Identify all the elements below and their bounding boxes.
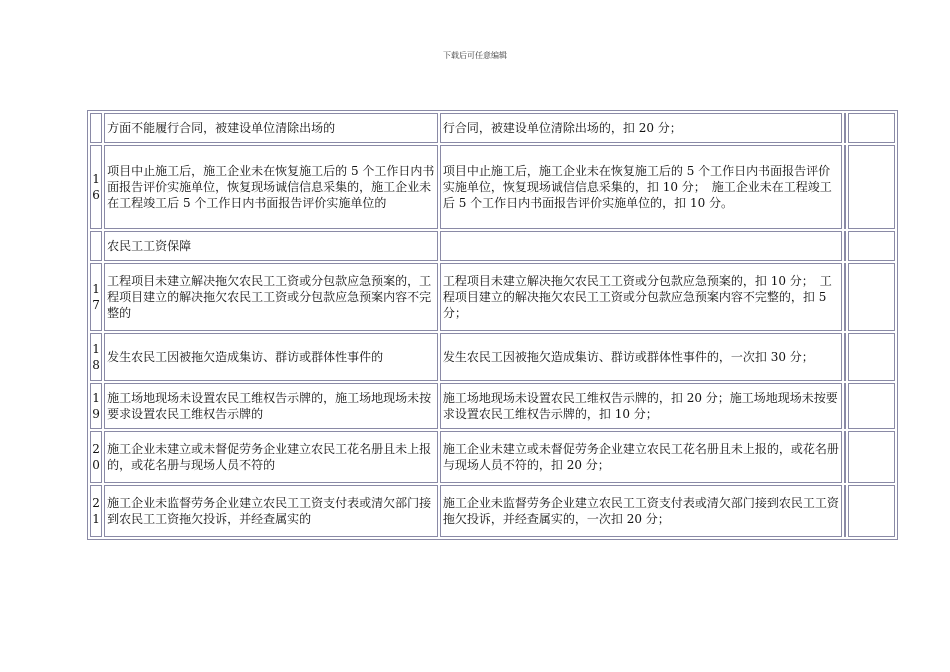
header-note: 下载后可任意编辑 bbox=[443, 51, 507, 60]
rule-cell: 施工企业未监督劳务企业建立农民工工资支付表或清欠部门接到农民工工资拖欠投诉，并经查属实的，一次扣 20 分； bbox=[440, 485, 843, 537]
row-number: 17 bbox=[90, 263, 102, 331]
item-cell: 施工场地现场未设置农民工维权告示牌的，施工场地现场未按要求设置农民工维权告示牌的 bbox=[104, 383, 438, 429]
row-number: 19 bbox=[90, 383, 102, 429]
rule-cell bbox=[440, 231, 843, 261]
scoring-table bbox=[87, 110, 898, 540]
row-number bbox=[90, 231, 102, 261]
row-number: 21 bbox=[90, 485, 102, 537]
row-number: 18 bbox=[90, 333, 102, 381]
spacer-cell bbox=[844, 231, 846, 261]
spacer-cell bbox=[844, 431, 846, 483]
score-cell bbox=[848, 113, 895, 143]
item-cell: 发生农民工因被拖欠造成集访、群访或群体性事件的 bbox=[104, 333, 438, 381]
spacer-cell bbox=[844, 113, 846, 143]
item-cell: 工程项目未建立解决拖欠农民工工资或分包款应急预案的，工程项目建立的解决拖欠农民工工资或分包款应急预案内容不完整的 bbox=[104, 263, 438, 331]
rule-cell: 项目中止施工后，施工企业未在恢复施工后的 5 个工作日内书面报告评价实施单位，恢复现场诚信信息采集的，扣 10 分； 施工企业未在工程竣工后 5 个工作日内书面报告评价实施单位的，扣 10 分。 bbox=[440, 145, 843, 229]
table-row bbox=[90, 383, 895, 429]
table-row bbox=[90, 113, 895, 143]
table-row bbox=[90, 333, 895, 381]
table-row bbox=[90, 231, 895, 261]
rule-cell: 工程项目未建立解决拖欠农民工工资或分包款应急预案的，扣 10 分； 工程项目建立的解决拖欠农民工工资或分包款应急预案内容不完整的，扣 5 分； bbox=[440, 263, 843, 331]
item-cell: 方面不能履行合同，被建设单位清除出场的 bbox=[104, 113, 438, 143]
spacer-cell bbox=[844, 485, 846, 537]
table-row bbox=[90, 145, 895, 229]
table-row bbox=[90, 485, 895, 537]
score-cell bbox=[848, 263, 895, 331]
table-row bbox=[90, 263, 895, 331]
spacer-cell bbox=[844, 263, 846, 331]
row-number: 20 bbox=[90, 431, 102, 483]
row-number: 16 bbox=[90, 145, 102, 229]
section-heading-cell: 农民工工资保障 bbox=[104, 231, 438, 261]
table-row bbox=[90, 431, 895, 483]
score-cell bbox=[848, 231, 895, 261]
score-cell bbox=[848, 383, 895, 429]
spacer-cell bbox=[844, 145, 846, 229]
rule-cell: 施工企业未建立或未督促劳务企业建立农民工花名册且未上报的，或花名册与现场人员不符的，扣 20 分； bbox=[440, 431, 843, 483]
item-cell: 施工企业未建立或未督促劳务企业建立农民工花名册且未上报的，或花名册与现场人员不符的 bbox=[104, 431, 438, 483]
score-cell bbox=[848, 145, 895, 229]
item-cell: 施工企业未监督劳务企业建立农民工工资支付表或清欠部门接到农民工工资拖欠投诉，并经查属实的 bbox=[104, 485, 438, 537]
spacer-cell bbox=[844, 383, 846, 429]
rule-cell: 行合同，被建设单位清除出场的，扣 20 分； bbox=[440, 113, 843, 143]
rule-cell: 发生农民工因被拖欠造成集访、群访或群体性事件的，一次扣 30 分； bbox=[440, 333, 843, 381]
item-cell: 项目中止施工后，施工企业未在恢复施工后的 5 个工作日内书面报告评价实施单位，恢复现场诚信信息采集的，施工企业未在工程竣工后 5 个工作日内书面报告评价实施单位的 bbox=[104, 145, 438, 229]
rule-cell: 施工场地现场未设置农民工维权告示牌的，扣 20 分；施工场地现场未按要求设置农民工维权告示牌的，扣 10 分； bbox=[440, 383, 843, 429]
row-number bbox=[90, 113, 102, 143]
score-cell bbox=[848, 485, 895, 537]
spacer-cell bbox=[844, 333, 846, 381]
score-cell bbox=[848, 333, 895, 381]
score-cell bbox=[848, 431, 895, 483]
